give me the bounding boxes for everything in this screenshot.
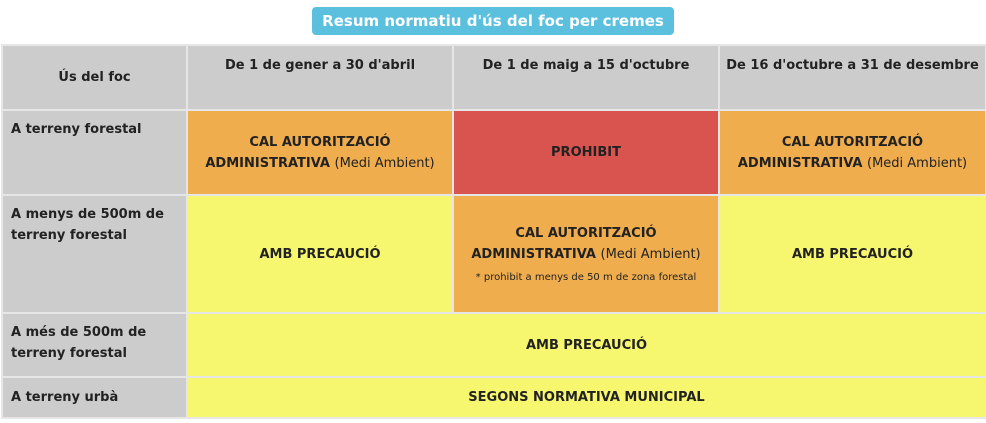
cell-forest-period-3 [719, 110, 986, 195]
cell-over-500m-all [187, 313, 986, 377]
cell-urban-all [187, 377, 986, 418]
fire-regulation-table [1, 44, 986, 419]
table-row [2, 195, 986, 313]
cell-status: AMB PRECAUCIÓ [259, 246, 381, 262]
cell-under-500m-period-3 [719, 195, 986, 313]
cell-status: AMB PRECAUCIÓ [791, 246, 914, 262]
cell-authority: (Medi Ambient) [600, 247, 701, 262]
page-title: Resum normatiu d'ús del foc per cremes [312, 7, 674, 35]
row-label-under-500m: A menys de 500m de terreny forestal [2, 195, 187, 313]
header-period-3: De 16 d'octubre a 31 de desembre [719, 45, 986, 110]
cell-status: SEGONS NORMATIVA MUNICIPAL [468, 390, 705, 405]
header-period-1: De 1 de gener a 30 d'abril [187, 45, 453, 110]
table-row [2, 313, 986, 377]
table-row [2, 377, 986, 418]
cell-status: CAL AUTORITZACIÓ ADMINISTRATIVA [471, 226, 657, 262]
cell-status: AMB PRECAUCIÓ [525, 337, 648, 353]
table-row [2, 110, 986, 195]
cell-status: PROHIBIT [551, 145, 621, 160]
row-label-urban: A terreny urbà [2, 377, 187, 418]
row-label-forest: A terreny forestal [2, 110, 187, 195]
cell-authority: (Medi Ambient) [334, 155, 435, 171]
cell-authority: (Medi Ambient) [867, 155, 968, 171]
cell-note: * prohibit a menys de 50 m de zona forestal [475, 272, 697, 283]
cell-under-500m-period-1 [187, 195, 453, 313]
cell-forest-period-1 [187, 110, 453, 195]
row-label-over-500m: A més de 500m de terreny forestal [2, 313, 187, 377]
header-use: Ús del foc [2, 45, 187, 110]
header-row [2, 45, 986, 110]
cell-status: CAL AUTORITZACIÓ ADMINISTRATIVA [205, 134, 391, 171]
cell-forest-period-2 [453, 110, 719, 195]
cell-status: CAL AUTORITZACIÓ ADMINISTRATIVA [737, 134, 924, 171]
header-period-2: De 1 de maig a 15 d'octubre [453, 45, 719, 110]
cell-under-500m-period-2 [453, 195, 719, 313]
